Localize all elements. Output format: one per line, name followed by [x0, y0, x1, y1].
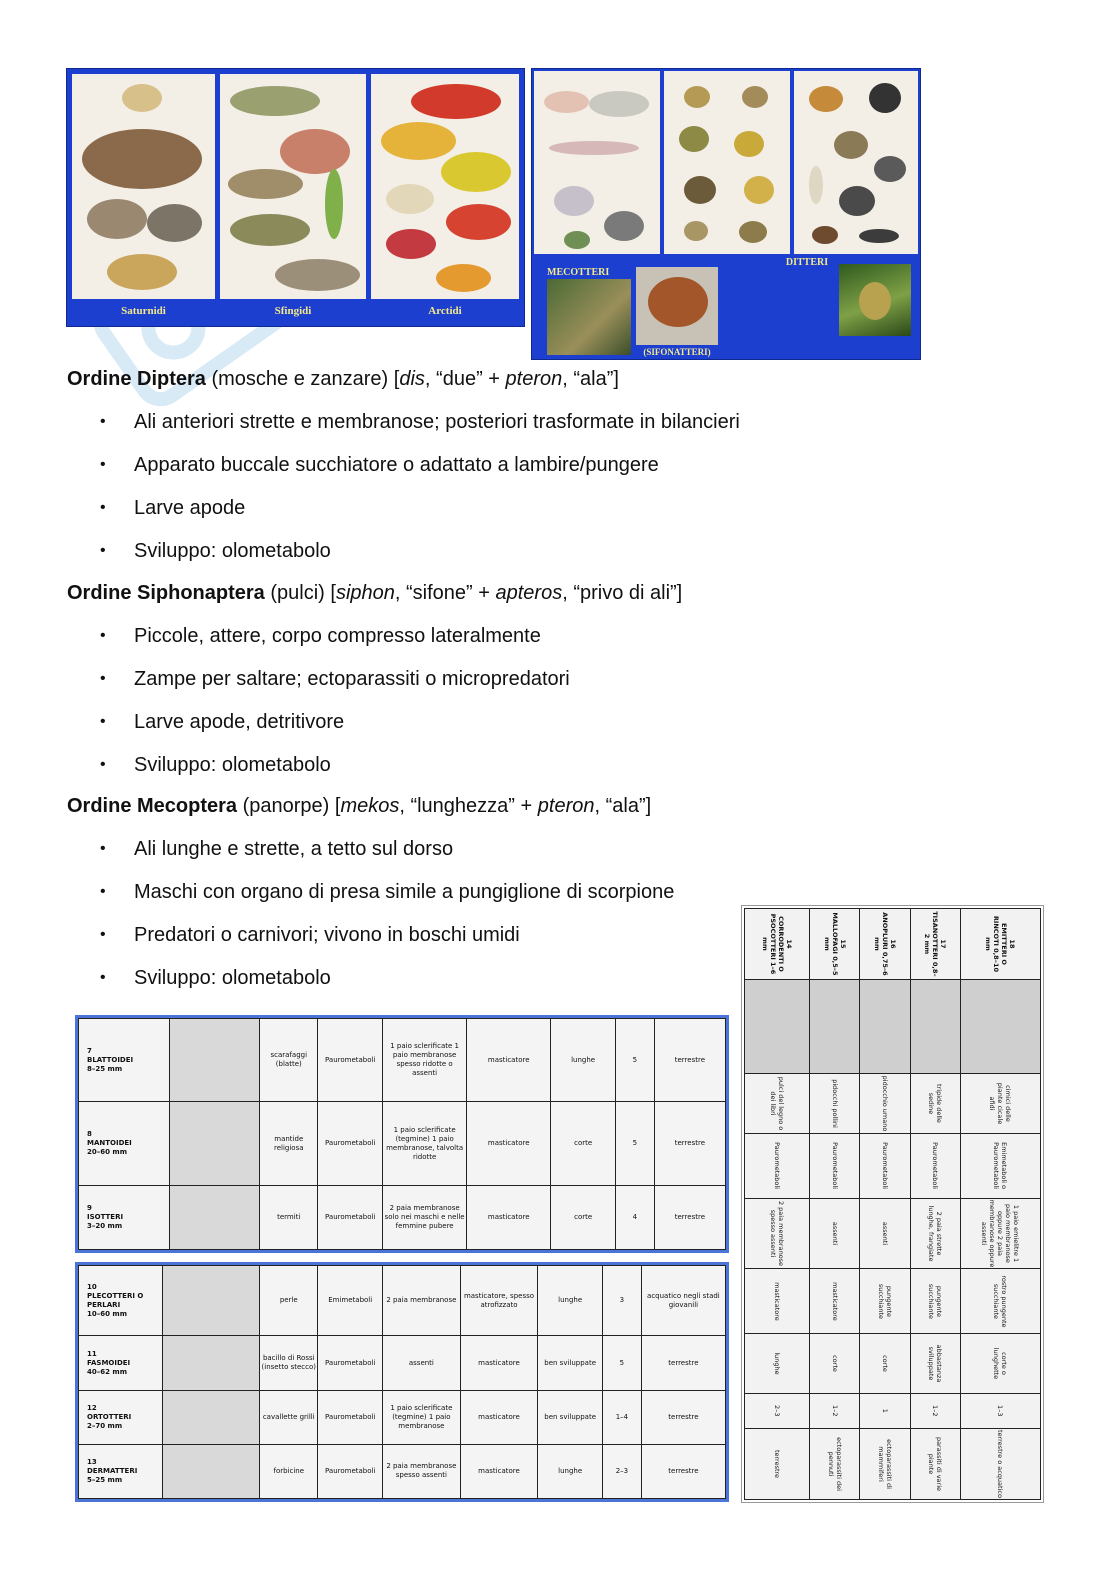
cell-dev: Paurometaboli	[318, 1185, 383, 1249]
label-saturnidi: Saturnidi	[121, 305, 166, 317]
cell-common: perle	[260, 1266, 318, 1336]
list-item: • Larve apode, detritivore	[100, 709, 570, 752]
table-row	[860, 909, 910, 1500]
insect-drawing	[163, 1266, 260, 1336]
beetle-photo	[839, 264, 911, 336]
cell-wings: 2 paia membranose spesso assenti	[745, 1198, 810, 1269]
list-item: • Zampe per saltare; ectoparassiti o micropredatori	[100, 666, 570, 709]
order-name-cell	[745, 909, 810, 980]
table-row	[79, 1444, 726, 1498]
cell-tarsi: 5	[615, 1019, 654, 1102]
cell-tarsi: 3	[603, 1266, 642, 1336]
label-sfingidi: Sfingidi	[274, 305, 312, 317]
order-size: 3–20 mm	[87, 1221, 123, 1230]
cell-habitat: terrestre	[641, 1336, 725, 1390]
cell-mouth: masticatore	[810, 1269, 860, 1334]
cell-habitat: terrestre	[641, 1390, 725, 1444]
order-name-cell	[810, 909, 860, 980]
siphonaptera-list	[100, 623, 570, 795]
order-num: 15	[838, 939, 847, 949]
label-sifonatteri: (SIFONATTERI)	[643, 347, 711, 357]
table-row	[79, 1185, 726, 1249]
cell-habitat: parassiti di varie piante	[910, 1429, 960, 1500]
cell-tarsi: 2–3	[745, 1393, 810, 1428]
order-num: 16	[889, 939, 898, 949]
order-name: FASMOIDEI	[87, 1358, 131, 1367]
cell-common: cavallette grilli	[260, 1390, 318, 1444]
order-name: TISANOTTERI 0,8–2 mm	[923, 911, 940, 977]
cell-tarsi: 5	[603, 1336, 642, 1390]
cell-antennae: corte o lunghette	[960, 1334, 1040, 1393]
cell-tarsi: 2–3	[603, 1444, 642, 1498]
table-row	[79, 1266, 726, 1336]
cell-antennae: abbastanza sviluppate	[910, 1334, 960, 1393]
order-name-cell	[79, 1266, 163, 1336]
insect-drawing	[169, 1102, 260, 1185]
panorpa-photo	[547, 279, 631, 355]
order-num: 8	[87, 1130, 92, 1139]
order-name: CORRODENTI O PSOCOTTERI 1–6 mm	[761, 913, 786, 975]
cell-wings: 1 paio sclerificate (tegmine) 1 paio membranose, talvolta ridotte	[383, 1102, 467, 1185]
insect-table-scan-b	[75, 1262, 729, 1502]
cell-mouth: masticatore	[467, 1102, 551, 1185]
cell-dev: Emimetaboli	[318, 1266, 383, 1336]
order-num: 12	[87, 1403, 97, 1412]
diptera-figure	[531, 68, 921, 360]
cell-mouth: masticatore	[460, 1444, 538, 1498]
insect-drawing	[810, 979, 860, 1074]
order-name-cell	[79, 1336, 163, 1390]
order-size: 20–60 mm	[87, 1148, 128, 1157]
insect-table-scan-c	[742, 906, 1043, 1502]
sfingidi-plate	[220, 74, 366, 299]
cell-tarsi: 1	[860, 1393, 910, 1428]
list-item: • Predatori o carnivori; vivono in boschi umidi	[100, 922, 674, 965]
syrphid-plate	[664, 71, 790, 254]
list-item: • Maschi con organo di presa simile a pungiglione di scorpione	[100, 879, 674, 922]
order-num: 18	[1008, 939, 1017, 949]
order-num: 14	[785, 939, 794, 949]
order-name-cell	[79, 1390, 163, 1444]
arctidi-plate	[371, 74, 519, 299]
ditteri-plate	[794, 71, 918, 254]
cell-antennae: lunghe	[538, 1266, 603, 1336]
cell-dev: Paurometaboli	[318, 1102, 383, 1185]
label-ditteri: DITTERI	[785, 257, 829, 268]
table-row	[745, 909, 810, 1500]
table-row	[79, 1390, 726, 1444]
cell-mouth: masticatore, spesso atrofizzato	[460, 1266, 538, 1336]
order-size: 40–62 mm	[87, 1367, 128, 1376]
order-name-cell	[79, 1019, 170, 1102]
cell-mouth: pungente succhiante	[860, 1269, 910, 1334]
cell-dev: Paurometaboli	[318, 1390, 383, 1444]
order-size: 2–70 mm	[87, 1421, 123, 1430]
order-name: MALLOFAGI 0,5–5 mm	[822, 912, 839, 976]
label-mecotteri: MECOTTERI	[547, 267, 610, 278]
list-item: • Apparato buccale succhiatore o adattato a lambire/pungere	[100, 452, 740, 495]
order-name: EMITTERI O RINCOTI 0,8–10 mm	[984, 915, 1009, 972]
insect-drawing	[169, 1019, 260, 1102]
cell-wings: assenti	[383, 1336, 461, 1390]
cell-antennae: corte	[551, 1185, 616, 1249]
cell-habitat: ectoparassiti di mammiferi	[860, 1429, 910, 1500]
cell-tarsi: 4	[615, 1185, 654, 1249]
cell-common: forbicine	[260, 1444, 318, 1498]
order-name: MANTOIDEI	[87, 1139, 132, 1148]
order-name: ORTOTTERI	[87, 1412, 132, 1421]
cell-wings: assenti	[860, 1198, 910, 1269]
table-row	[79, 1336, 726, 1390]
order-name-cell	[79, 1185, 170, 1249]
cell-tarsi: 1–4	[603, 1390, 642, 1444]
order-name: ANOPLURI 0,75–6 mm	[873, 912, 890, 976]
order-size: 5–25 mm	[87, 1475, 123, 1484]
cell-mouth: masticatore	[460, 1336, 538, 1390]
order-num: 17	[939, 939, 948, 949]
list-item: • Sviluppo: olometabolo	[100, 965, 674, 1008]
mecoptera-list	[100, 836, 674, 1008]
cell-dev: Paurometaboli	[810, 1133, 860, 1198]
cell-dev: Paurometaboli	[318, 1444, 383, 1498]
order-name: ISOTTERI	[87, 1212, 124, 1221]
cell-wings: 1 paio sclerificate (tegmine) 1 paio membranose	[383, 1390, 461, 1444]
cell-habitat: terrestre	[654, 1019, 725, 1102]
order-size: 10–60 mm	[87, 1309, 128, 1318]
flea-photo	[636, 267, 718, 345]
order-num: 13	[87, 1457, 97, 1466]
heading-diptera: Ordine Diptera (mosche e zanzare) [dis, “due” + pteron, “ala”]	[67, 368, 619, 390]
cell-antennae: ben sviluppate	[538, 1336, 603, 1390]
cell-dev: Paurometaboli	[318, 1336, 383, 1390]
cell-mouth: masticatore	[460, 1390, 538, 1444]
heading-mecoptera: Ordine Mecoptera (panorpe) [mekos, “lunghezza” + pteron, “ala”]	[67, 795, 652, 817]
order-num: 7	[87, 1046, 92, 1055]
table-row	[79, 1019, 726, 1102]
order-name-cell	[79, 1444, 163, 1498]
cell-common: cimici delle piante cicale afidi	[960, 1074, 1040, 1133]
order-name: PLECOTTERI O PERLARI	[87, 1291, 144, 1309]
cell-mouth: masticatore	[467, 1019, 551, 1102]
cell-dev: Paurometaboli	[910, 1133, 960, 1198]
lepidoptera-figure	[66, 68, 525, 327]
list-item: • Ali anteriori strette e membranose; posteriori trasformate in bilancieri	[100, 409, 740, 452]
cell-wings: 2 paia membranose spesso assenti	[383, 1444, 461, 1498]
table-row	[810, 909, 860, 1500]
cell-common: tripide delle sedine	[910, 1074, 960, 1133]
cell-habitat: terrestre	[745, 1429, 810, 1500]
cell-antennae: corte	[810, 1334, 860, 1393]
insect-drawing	[960, 979, 1040, 1074]
order-name: BLATTOIDEI	[87, 1055, 134, 1064]
cell-antennae: ben sviluppate	[538, 1390, 603, 1444]
insect-drawing	[163, 1390, 260, 1444]
insect-drawing	[910, 979, 960, 1074]
cell-habitat: terrestre	[654, 1102, 725, 1185]
cell-common: pidocchio umano	[860, 1074, 910, 1133]
cell-antennae: lunghe	[551, 1019, 616, 1102]
list-item: • Sviluppo: olometabolo	[100, 538, 740, 581]
cell-dev: Paurometaboli	[318, 1019, 383, 1102]
cell-dev: Paurometaboli	[745, 1133, 810, 1198]
insect-table-scan-a	[75, 1015, 729, 1253]
table-row	[910, 909, 960, 1500]
cell-tarsi: 1–2	[910, 1393, 960, 1428]
cell-antennae: lunghe	[538, 1444, 603, 1498]
cell-mouth: rostro pungente succhiante	[960, 1269, 1040, 1334]
order-name-cell	[79, 1102, 170, 1185]
saturnidi-plate	[72, 74, 215, 299]
cell-common: termiti	[260, 1185, 318, 1249]
label-arctidi: Arctidi	[428, 305, 462, 317]
insect-drawing	[860, 979, 910, 1074]
insect-drawing	[163, 1444, 260, 1498]
order-name: DERMATTERI	[87, 1466, 138, 1475]
list-item: • Ali lunghe e strette, a tetto sul dorso	[100, 836, 674, 879]
cell-wings: assenti	[810, 1198, 860, 1269]
order-num: 9	[87, 1203, 92, 1212]
cell-dev: Emimetaboli o Paurometaboli	[960, 1133, 1040, 1198]
cell-mouth: masticatore	[467, 1185, 551, 1249]
order-num: 11	[87, 1349, 97, 1358]
cell-habitat: terrestre	[641, 1444, 725, 1498]
mecotteri-plate	[534, 71, 660, 254]
cell-mouth: masticatore	[745, 1269, 810, 1334]
order-name-cell	[960, 909, 1040, 980]
cell-habitat: ectoparassiti dei pennuti	[810, 1429, 860, 1500]
heading-siphonaptera: Ordine Siphonaptera (pulci) [siphon, “sifone” + apteros, “privo di ali”]	[67, 582, 683, 604]
cell-habitat: acquatico negli stadi giovanili	[641, 1266, 725, 1336]
cell-antennae: lunghe	[745, 1334, 810, 1393]
list-item: • Piccole, attere, corpo compresso lateralmente	[100, 623, 570, 666]
table-row	[79, 1102, 726, 1185]
insect-drawing	[745, 979, 810, 1074]
cell-antennae: corte	[860, 1334, 910, 1393]
cell-wings: 1 paio emielitre 1 paio membranose oppure 2 paia membranose oppure assenti	[960, 1198, 1040, 1269]
insect-drawing	[163, 1336, 260, 1390]
cell-antennae: corte	[551, 1102, 616, 1185]
cell-wings: 2 paia strette lunghe, frangiate	[910, 1198, 960, 1269]
cell-tarsi: 5	[615, 1102, 654, 1185]
cell-common: pidocchi pollini	[810, 1074, 860, 1133]
cell-common: scarafaggi (blatte)	[260, 1019, 318, 1102]
order-num: 10	[87, 1282, 97, 1291]
order-name-cell	[910, 909, 960, 980]
cell-tarsi: 1–2	[810, 1393, 860, 1428]
table-row	[960, 909, 1040, 1500]
cell-wings: 2 paia membranose solo nei maschi e nelle femmine pubere	[383, 1185, 467, 1249]
list-item: • Sviluppo: olometabolo	[100, 752, 570, 795]
cell-habitat: terrestre	[654, 1185, 725, 1249]
insect-drawing	[169, 1185, 260, 1249]
cell-common: mantide religiosa	[260, 1102, 318, 1185]
cell-habitat: terrestre o acquatico	[960, 1429, 1040, 1500]
cell-common: bacillo di Rossi (insetto stecco)	[260, 1336, 318, 1390]
order-size: 8–25 mm	[87, 1064, 123, 1073]
cell-wings: 1 paio sclerificate 1 paio membranose spesso ridotte o assenti	[383, 1019, 467, 1102]
cell-tarsi: 1–3	[960, 1393, 1040, 1428]
cell-wings: 2 paia membranose	[383, 1266, 461, 1336]
list-item: • Larve apode	[100, 495, 740, 538]
cell-dev: Paurometaboli	[860, 1133, 910, 1198]
diptera-list	[100, 409, 740, 581]
order-name-cell	[860, 909, 910, 980]
cell-common: pulci del legno o dei libri	[745, 1074, 810, 1133]
cell-mouth: pungente succhiante	[910, 1269, 960, 1334]
